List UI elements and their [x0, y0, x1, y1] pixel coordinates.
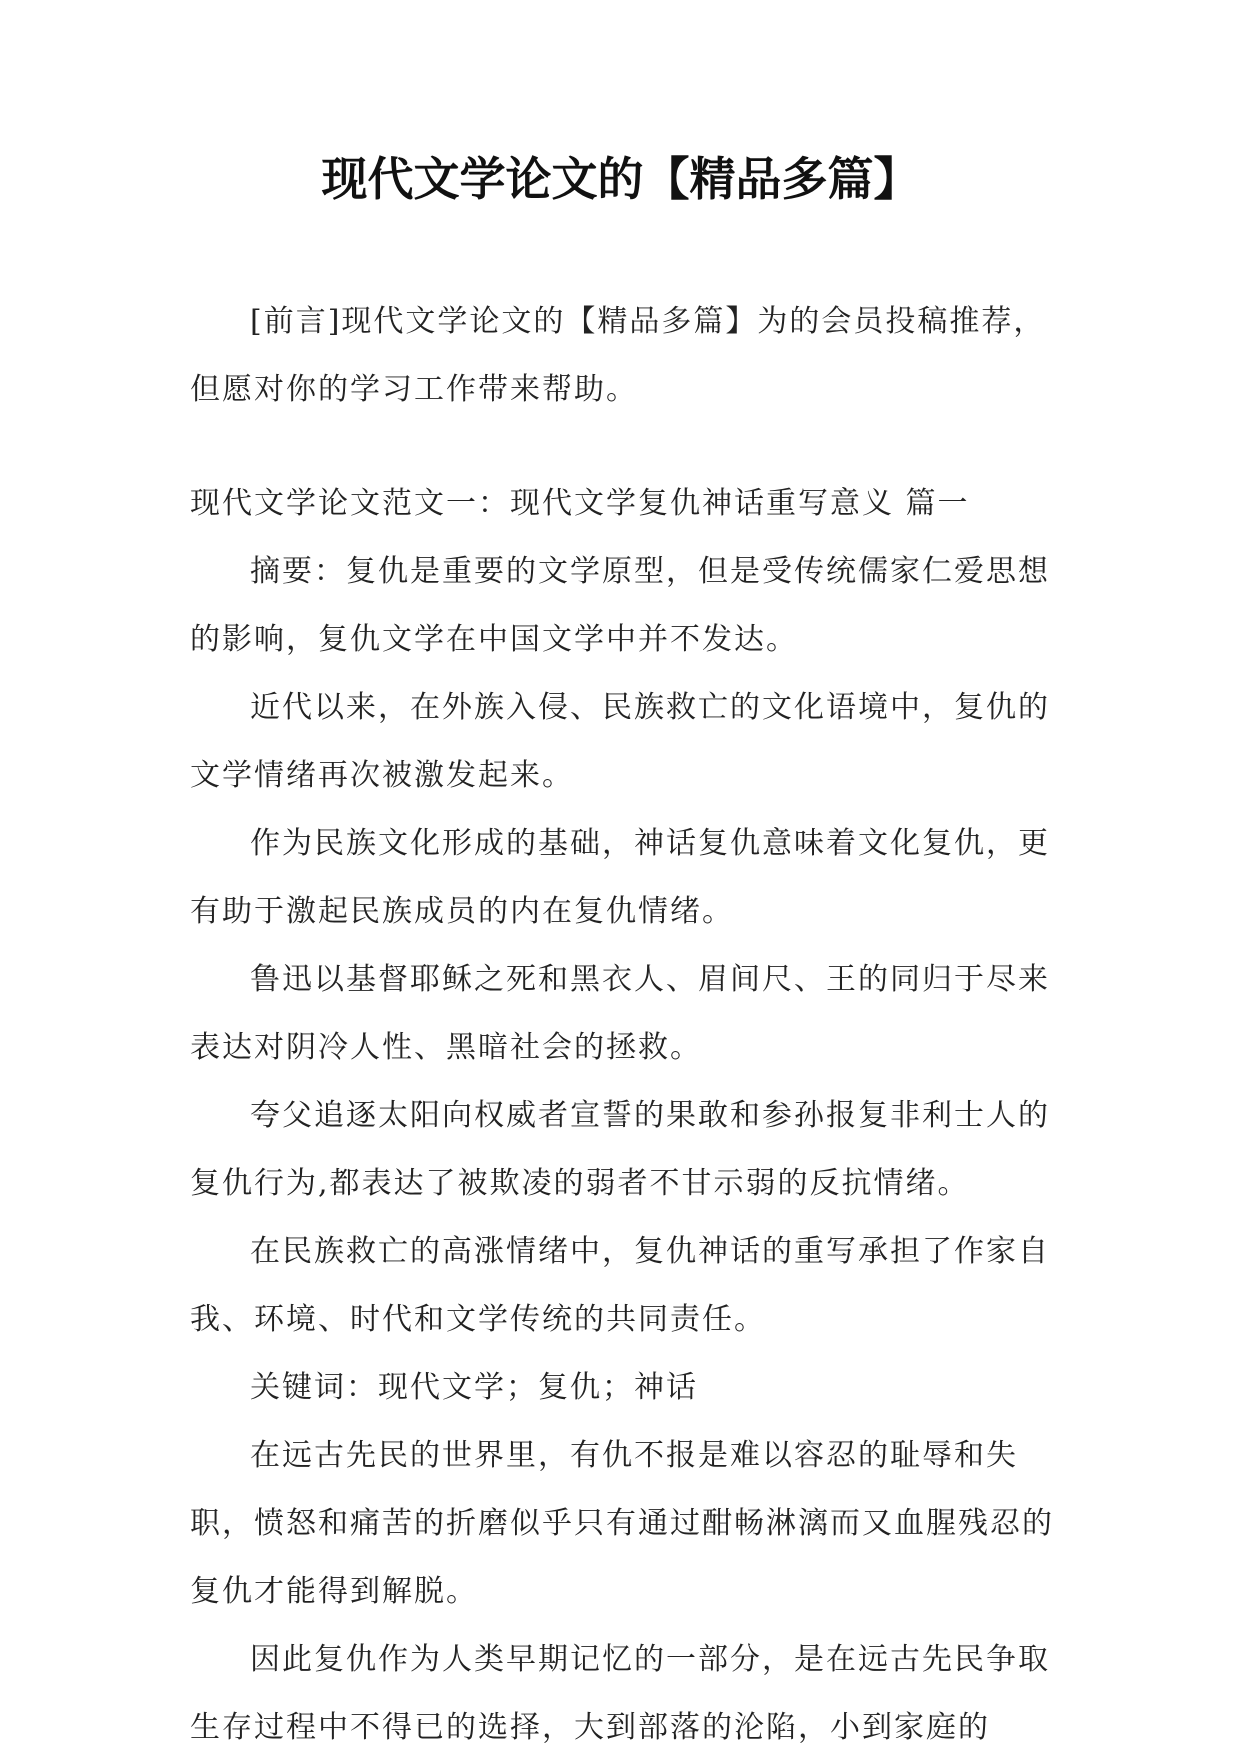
document-body [190, 288, 1065, 1762]
body-paragraph: 在民族救亡的高涨情绪中，复仇神话的重写承担了作家自我、环境、时代和文学传统的共同责任。 [190, 1234, 1050, 1337]
section-heading: 现代文学论文范文一：现代文学复仇神话重写意义 篇一 [190, 486, 970, 521]
body-paragraph: 因此复仇作为人类早期记忆的一部分，是在远古先民争取生存过程中不得已的选择，大到部落的沦陷，小到家庭的 [190, 1642, 1050, 1745]
abstract-paragraph: 摘要：复仇是重要的文学原型，但是受传统儒家仁爱思想的影响，复仇文学在中国文学中并不发达。 [190, 554, 1050, 657]
body-paragraph: 近代以来，在外族入侵、民族救亡的文化语境中，复仇的文学情绪再次被激发起来。 [190, 690, 1050, 793]
document-title: 现代文学论文的【精品多篇】 [321, 152, 920, 206]
preface-paragraph: [前言]现代文学论文的【精品多篇】为的会员投稿推荐，但愿对你的学习工作带来帮助。 [190, 304, 1046, 407]
body-paragraph: 鲁迅以基督耶稣之死和黑衣人、眉间尺、王的同归于尽来表达对阴冷人性、黑暗社会的拯救。 [190, 962, 1050, 1065]
body-paragraph: 作为民族文化形成的基础，神话复仇意味着文化复仇，更有助于激起民族成员的内在复仇情绪。 [190, 826, 1050, 929]
body-paragraph: 在远古先民的世界里，有仇不报是难以容忍的耻辱和失职，愤怒和痛苦的折磨似乎只有通过酣畅淋漓而又血腥残忍的复仇才能得到解脱。 [190, 1438, 1054, 1609]
keywords-paragraph: 关键词：现代文学；复仇；神话 [250, 1370, 698, 1405]
body-paragraph: 夸父追逐太阳向权威者宣誓的果敢和参孙报复非利士人的复仇行为,都表达了被欺凌的弱者不甘示弱的反抗情绪。 [190, 1098, 1050, 1201]
